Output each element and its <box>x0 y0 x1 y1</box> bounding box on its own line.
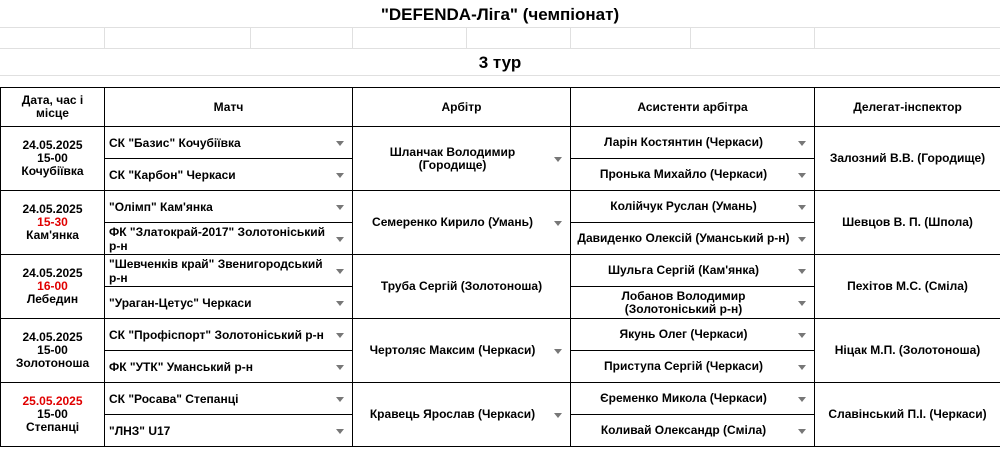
assistant2-select[interactable]: Коливай Олександр (Сміла) <box>571 415 815 447</box>
team1-select[interactable]: СК "Росава" Степанці <box>105 383 353 415</box>
assistant2-select[interactable]: Пронька Михайло (Черкаси) <box>571 159 815 191</box>
table-row <box>1 191 1000 223</box>
assistant2-select[interactable]: Лобанов Володимир (Золотоніський р-н) <box>571 287 815 319</box>
page-title: "DEFENDA-Ліга" (чемпіонат) <box>380 5 620 24</box>
team2-select[interactable]: СК "Карбон" Черкаси <box>105 159 353 191</box>
assistant1-select[interactable]: Якунь Олег (Черкаси) <box>571 319 815 351</box>
header-referee: Арбітр <box>353 88 571 127</box>
match-date: 24.05.2025 <box>22 330 83 344</box>
header-assistants: Асистенти арбітра <box>571 88 815 127</box>
assistant1-select[interactable]: Шульга Сергій (Кам'янка) <box>571 255 815 287</box>
team2-select[interactable]: "Ураган-Цетус" Черкаси <box>105 287 353 319</box>
table-row <box>1 127 1000 159</box>
match-time: 15-00 <box>37 343 68 357</box>
match-place: Золотоноша <box>15 356 90 370</box>
assistant1-select[interactable]: Колійчук Руслан (Умань) <box>571 191 815 223</box>
table-row <box>1 255 1000 287</box>
referee-cell: Труба Сергій (Золотоноша) <box>353 255 571 319</box>
table-row <box>1 319 1000 351</box>
team2-select[interactable]: ФК "Златокрай-2017" Золотоніський р-н <box>105 223 353 255</box>
date-cell <box>1 191 105 255</box>
team1-select[interactable]: СК "Базис" Кочубіївка <box>105 127 353 159</box>
match-time: 15-30 <box>37 215 68 229</box>
match-date: 24.05.2025 <box>22 202 83 216</box>
referee-select[interactable]: Семеренко Кирило (Умань) <box>353 191 571 255</box>
schedule-table <box>0 87 1000 447</box>
assistant1-select[interactable]: Ларін Костянтин (Черкаси) <box>571 127 815 159</box>
referee-select[interactable]: Чертоляс Максим (Черкаси) <box>353 319 571 383</box>
header-row <box>1 88 1000 127</box>
table-row <box>1 383 1000 415</box>
match-date: 24.05.2025 <box>22 138 83 152</box>
grid-row <box>0 27 1000 49</box>
delegate-cell: Славінський П.І. (Черкаси) <box>815 383 1000 447</box>
header-date: Дата, час і місце <box>1 88 105 127</box>
match-time: 15-00 <box>37 151 68 165</box>
match-date: 24.05.2025 <box>22 266 83 280</box>
match-place: Кочубіївка <box>21 164 84 178</box>
team1-select[interactable]: "Шевченків край" Звенигородський р-н <box>105 255 353 287</box>
date-cell <box>1 127 105 191</box>
match-date: 25.05.2025 <box>22 394 83 408</box>
match-time: 16-00 <box>37 279 68 293</box>
assistant2-select[interactable]: Приступа Сергій (Черкаси) <box>571 351 815 383</box>
referee-select[interactable]: Кравець Ярослав (Черкаси) <box>353 383 571 447</box>
date-cell <box>1 383 105 447</box>
team2-select[interactable]: ФК "УТК" Уманський р-н <box>105 351 353 383</box>
match-place: Лебедин <box>26 292 79 306</box>
match-place: Кам'янка <box>26 228 79 242</box>
delegate-cell: Шевцов В. П. (Шпола) <box>815 191 1000 255</box>
round-title: 3 тур <box>478 53 522 72</box>
match-place: Степанці <box>25 420 80 434</box>
date-cell <box>1 255 105 319</box>
team2-select[interactable]: "ЛНЗ" U17 <box>105 415 353 447</box>
team1-select[interactable]: СК "Профіспорт" Золотоніський р-н <box>105 319 353 351</box>
team1-select[interactable]: "Олімп" Кам'янка <box>105 191 353 223</box>
header-delegate: Делегат-інспектор <box>815 88 1000 127</box>
referee-select[interactable]: Шланчак Володимир (Городище) <box>353 127 571 191</box>
assistant2-select[interactable]: Давиденко Олексій (Уманський р-н) <box>571 223 815 255</box>
delegate-cell: Залозний В.В. (Городище) <box>815 127 1000 191</box>
match-time: 15-00 <box>37 407 68 421</box>
delegate-cell: Пехітов М.С. (Сміла) <box>815 255 1000 319</box>
date-cell <box>1 319 105 383</box>
header-match: Матч <box>105 88 353 127</box>
delegate-cell: Ніцак М.П. (Золотоноша) <box>815 319 1000 383</box>
assistant1-select[interactable]: Єременко Микола (Черкаси) <box>571 383 815 415</box>
